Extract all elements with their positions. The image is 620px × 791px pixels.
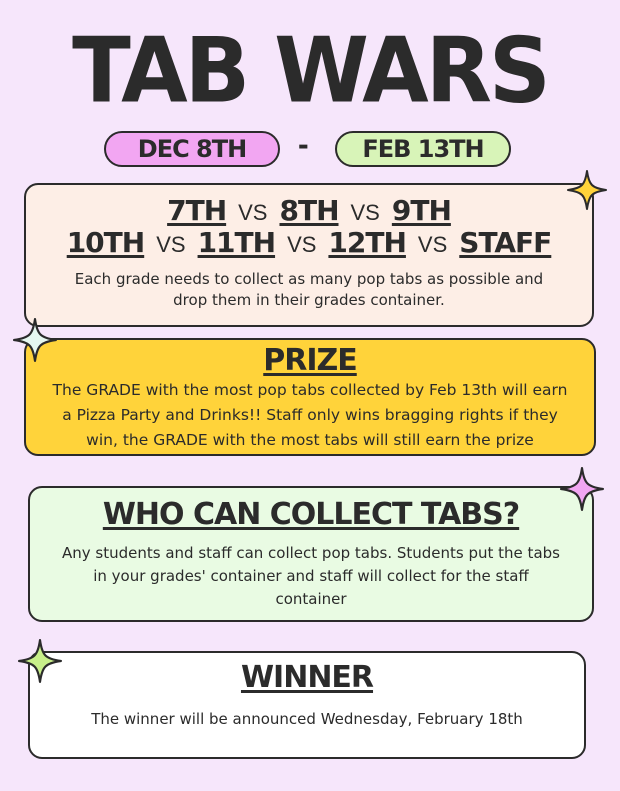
matchup-row-1: [26, 194, 592, 227]
grade-8th: 8TH: [279, 194, 339, 227]
grade-7th: 7TH: [167, 194, 227, 227]
sparkle-icon: [560, 467, 604, 511]
who-heading: WHO CAN COLLECT TABS?: [102, 497, 520, 532]
vs-label: VS: [156, 232, 186, 257]
start-date-badge: DEC 8TH: [104, 131, 280, 167]
grade-staff: STAFF: [459, 226, 552, 259]
vs-label: VS: [417, 232, 448, 257]
who-description: Any students and staff can collect pop tabs. Students put the tabs in your grades' container and staff will collect for the staff container: [62, 544, 560, 608]
grade-9th: 9TH: [391, 194, 451, 227]
winner-card: [28, 651, 586, 759]
end-date-badge: FEB 13TH: [335, 131, 511, 167]
sparkle-icon: [18, 639, 62, 683]
matchup-description: Each grade needs to collect as many pop tabs as possible and drop them in their grades container.: [74, 270, 544, 309]
page-title: TAB WARS: [72, 18, 548, 124]
vs-label: VS: [238, 200, 268, 225]
winner-description: The winner will be announced Wednesday, February 18th: [91, 710, 523, 728]
matchup-card: [24, 183, 594, 327]
prize-heading: PRIZE: [263, 343, 357, 378]
sparkle-icon: [567, 170, 607, 210]
vs-label: VS: [287, 232, 317, 257]
date-separator: -: [298, 126, 309, 162]
grade-11th: 11TH: [197, 226, 276, 259]
grade-12th: 12TH: [328, 226, 406, 259]
matchup-row-2: [26, 226, 592, 259]
sparkle-icon: [13, 318, 57, 362]
prize-card: [24, 338, 596, 456]
winner-heading: WINNER: [240, 660, 374, 695]
who-can-collect-card: [28, 486, 594, 622]
vs-label: VS: [350, 200, 380, 225]
prize-description: The GRADE with the most pop tabs collected by Feb 13th will earn a Pizza Party and Drinks!! Staff only wins bragging rights if they win, the GRADE with the most tabs will still earn the prize: [52, 381, 568, 449]
grade-10th: 10TH: [66, 226, 145, 259]
